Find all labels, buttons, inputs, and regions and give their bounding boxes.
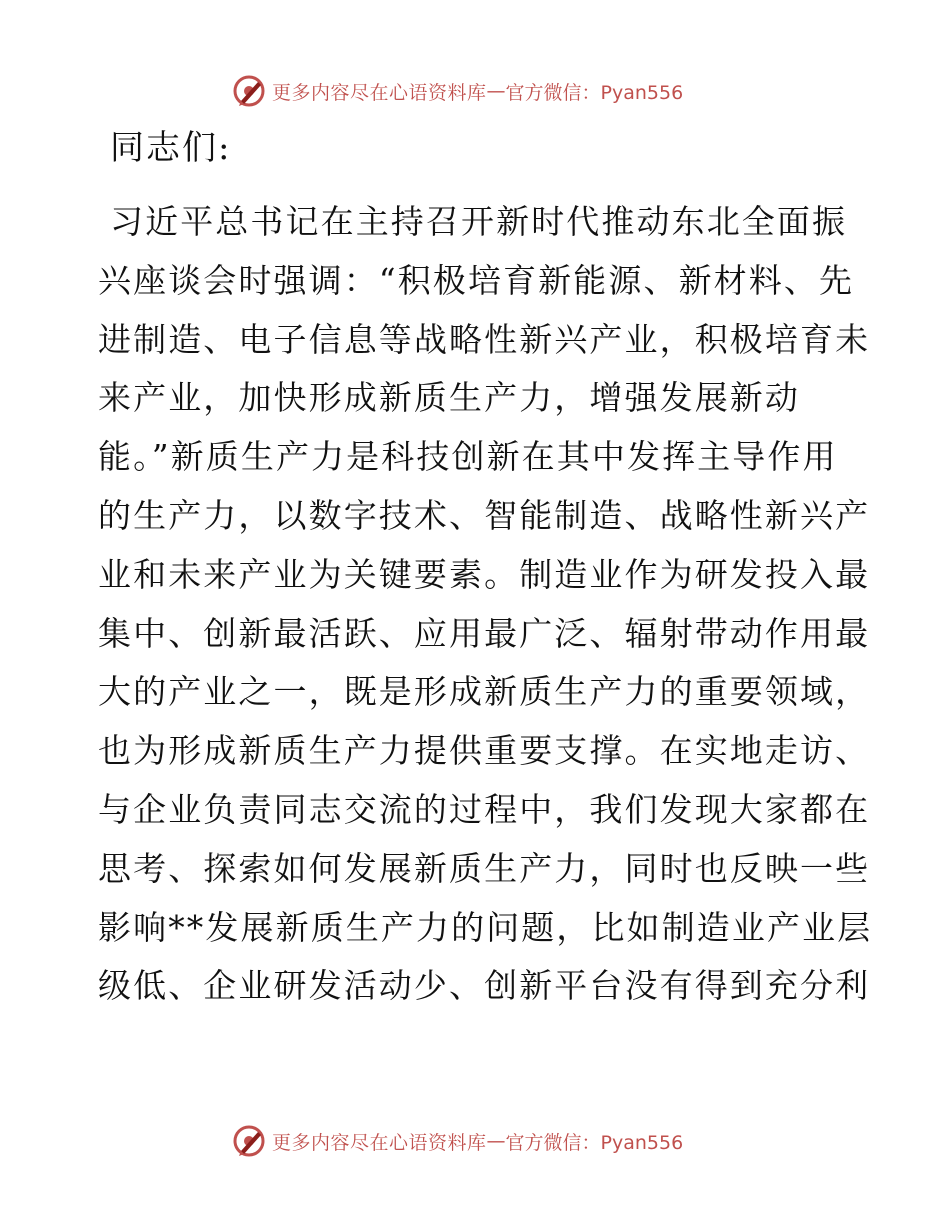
text-line: 能。”新质生产力是科技创新在其中发挥主导作用 (98, 437, 838, 477)
text-line: 业和未来产业为关键要素。制造业作为研发投入最 (98, 554, 871, 594)
text-line: 集中、创新最活跃、应用最广泛、辐射带动作用最 (98, 613, 871, 653)
banner-separator: — (486, 80, 506, 102)
text-line: 的生产力，以数字技术、智能制造、战略性新兴产 (98, 495, 871, 535)
body-paragraph (98, 193, 873, 1016)
text-line: 级低、企业研发活动少、创新平台没有得到充分利 (98, 966, 871, 1006)
red-pen-logo-icon (232, 1124, 266, 1158)
contact-text: 官方微信：Pyan556 (505, 81, 684, 104)
footer-banner (232, 1121, 683, 1161)
header-banner (232, 71, 683, 111)
text-line: 与企业负责同志交流的过程中，我们发现大家都在 (98, 789, 871, 829)
text-line: 兴座谈会时强调：“积极培育新能源、新材料、先 (98, 260, 855, 300)
brand-text: 更多内容尽在心语资料库 (272, 1131, 487, 1154)
text-line: 习近平总书记在主持召开新时代推动东北全面振 (110, 202, 848, 241)
text-line: 大的产业之一，既是形成新质生产力的重要领域， (98, 672, 871, 712)
greeting: 同志们: (110, 128, 232, 168)
brand-text: 更多内容尽在心语资料库 (272, 81, 487, 104)
text-line: 也为形成新质生产力提供重要支撑。在实地走访、 (98, 731, 871, 771)
banner-separator: — (486, 1130, 506, 1152)
text-line: 进制造、电子信息等战略性新兴产业，积极培育未 (98, 319, 871, 359)
text-line: 思考、探索如何发展新质生产力，同时也反映一些 (98, 848, 871, 888)
text-line: 来产业，加快形成新质生产力，增强发展新动 (98, 378, 800, 418)
text-line: 影响**发展新质生产力的问题，比如制造业产业层 (98, 907, 873, 947)
contact-text: 官方微信：Pyan556 (505, 1131, 684, 1154)
red-pen-logo-icon (232, 74, 266, 108)
